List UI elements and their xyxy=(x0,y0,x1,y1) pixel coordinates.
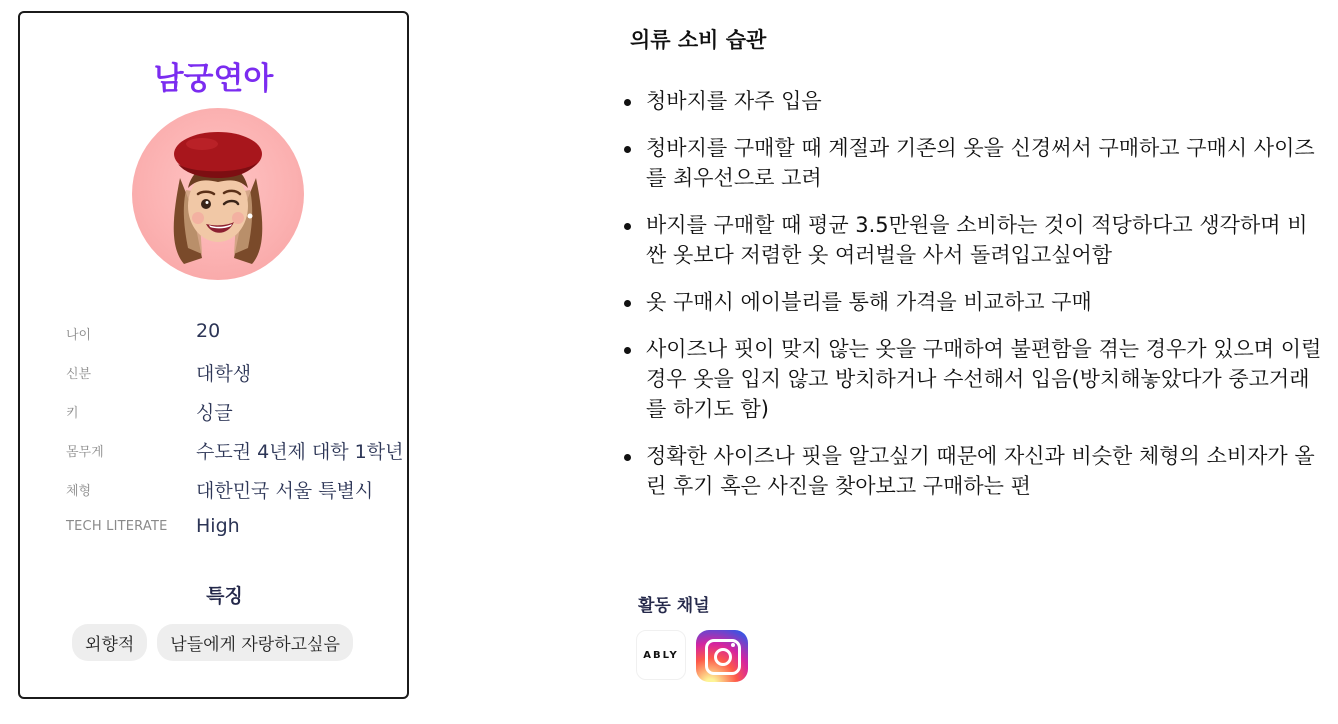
info-row-height xyxy=(66,396,406,435)
persona-name: 남궁연아 xyxy=(153,61,274,97)
persona-info xyxy=(66,318,406,552)
info-row-tech-literate xyxy=(66,513,406,552)
list-item: 바지를 구매할 때 평균 3.5만원을 소비하는 것이 적당하다고 생각하며 비싼 옷보다 저렴한 옷 여러벌을 사서 돌려입고싶어함 xyxy=(622,210,1322,270)
habits-title: 의류 소비 습관 xyxy=(630,28,767,52)
persona-card xyxy=(18,11,409,699)
info-row-status xyxy=(66,357,406,396)
info-label: 나이 xyxy=(66,328,92,343)
info-label: 체형 xyxy=(66,484,92,499)
feature-tags xyxy=(72,624,353,661)
habits-list xyxy=(622,86,1322,518)
list-item: 정확한 사이즈나 핏을 알고싶기 때문에 자신과 비슷한 체형의 소비자가 올린 후기 혹은 사진을 찾아보고 구매하는 편 xyxy=(622,441,1322,501)
info-value: 대한민국 서울 특별시 xyxy=(196,480,374,502)
info-label: 신분 xyxy=(66,367,92,382)
info-label: 키 xyxy=(66,406,79,421)
info-value: 20 xyxy=(196,320,221,342)
list-item: 청바지를 자주 입음 xyxy=(622,86,1322,116)
memoji-avatar-icon xyxy=(132,108,304,280)
list-item: 청바지를 구매할 때 계절과 기존의 옷을 신경써서 구매하고 구매시 사이즈를 최우선으로 고려 xyxy=(622,133,1322,193)
ably-logo-icon[interactable] xyxy=(636,630,686,680)
info-row-body-type xyxy=(66,474,406,513)
info-value: 수도권 4년제 대학 1학년 xyxy=(196,441,404,463)
channel-icons xyxy=(636,630,748,682)
features-title: 특징 xyxy=(206,585,243,607)
info-value: 대학생 xyxy=(196,363,252,385)
info-row-weight xyxy=(66,435,406,474)
avatar xyxy=(132,108,304,280)
ably-logo-text: ABLY xyxy=(643,649,679,661)
list-item: 사이즈나 핏이 맞지 않는 옷을 구매하여 불편함을 겪는 경우가 있으며 이럴경우 옷을 입지 않고 방치하거나 수선해서 입음(방치해놓았다가 중고거래를 하기도 함) xyxy=(622,334,1322,424)
feature-tag: 외향적 xyxy=(72,624,147,661)
info-row-age xyxy=(66,318,406,357)
info-value: High xyxy=(196,515,240,537)
info-value: 싱글 xyxy=(196,402,233,424)
channels-title: 활동 채널 xyxy=(638,596,710,616)
info-label: TECH LITERATE xyxy=(66,519,168,534)
list-item: 옷 구매시 에이블리를 통해 가격을 비교하고 구매 xyxy=(622,287,1322,317)
info-label: 몸무게 xyxy=(66,445,104,460)
instagram-icon[interactable] xyxy=(696,630,748,682)
feature-tag: 남들에게 자랑하고싶음 xyxy=(157,624,353,661)
